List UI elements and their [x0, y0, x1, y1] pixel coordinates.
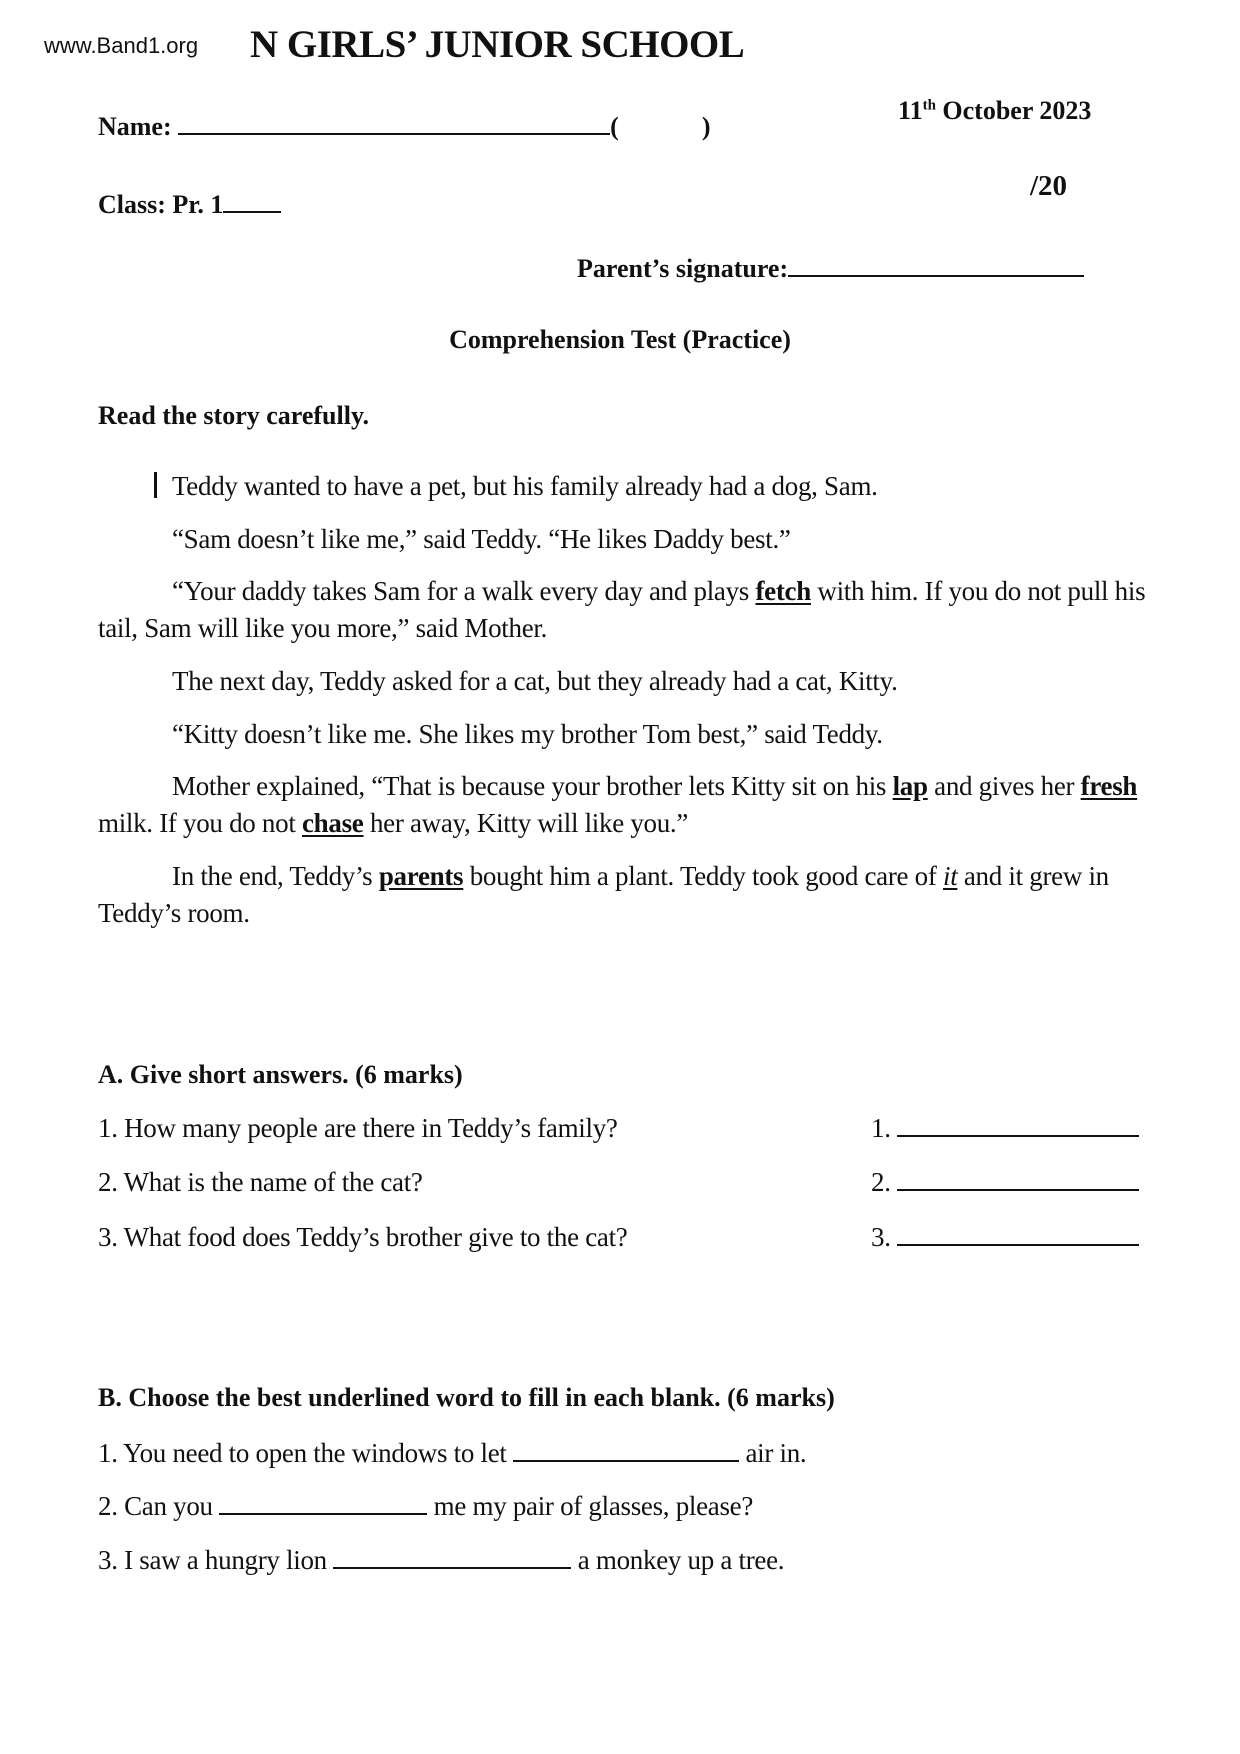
underlined-word-chase: chase — [302, 808, 364, 838]
text: 1. You need to open the windows to let — [98, 1438, 507, 1468]
paren-close: ) — [701, 112, 711, 141]
score-total: /20 — [1030, 170, 1068, 202]
answer-blank[interactable] — [897, 1188, 1139, 1191]
test-title: Comprehension Test (Practice) — [449, 325, 791, 354]
story-paragraph-7 — [98, 858, 1154, 932]
watermark: www.Band1.org — [40, 33, 202, 59]
question-b3 — [98, 1542, 784, 1579]
story-paragraph-2: “Sam doesn’t like me,” said Teddy. “He likes Daddy best.” — [172, 524, 791, 554]
school-name: N GIRLS’ JUNIOR SCHOOL — [250, 23, 745, 66]
answer-number: 1. — [871, 1113, 891, 1143]
instruction: Read the story carefully. — [98, 401, 370, 430]
name-field — [98, 112, 710, 142]
text: her away, Kitty will like you.” — [363, 808, 689, 838]
underlined-word-fresh: fresh — [1080, 771, 1138, 801]
story-paragraph-1: Teddy wanted to have a pet, but his family already had a dog, Sam. — [172, 471, 878, 501]
question-a1: 1. How many people are there in Teddy’s family? — [98, 1113, 618, 1143]
answer-a2 — [871, 1164, 1139, 1201]
text: milk. If you do not — [98, 808, 302, 838]
section-b-heading: B. Choose the best underlined word to fill in each blank. (6 marks) — [98, 1383, 835, 1412]
date-suffix: th — [922, 97, 936, 114]
text: air in. — [745, 1438, 807, 1468]
underlined-word-parents: parents — [378, 861, 464, 891]
date — [898, 96, 1091, 126]
answer-blank[interactable] — [333, 1566, 571, 1569]
text: and gives her — [927, 771, 1081, 801]
answer-number: 3. — [871, 1222, 891, 1252]
story-paragraph-5: “Kitty doesn’t like me. She likes my brother Tom best,” said Teddy. — [172, 719, 883, 749]
class-field — [98, 190, 281, 220]
text: In the end, Teddy’s — [172, 861, 379, 891]
signature-label: Parent’s signature: — [577, 254, 789, 283]
name-blank[interactable] — [178, 132, 610, 135]
answer-blank[interactable] — [219, 1512, 427, 1515]
name-label: Name: — [98, 112, 172, 141]
text: a monkey up a tree. — [577, 1545, 785, 1575]
text: 2. Can you — [98, 1491, 213, 1521]
answer-a3 — [871, 1219, 1139, 1256]
signature-blank[interactable] — [788, 274, 1084, 277]
story-paragraph-6 — [98, 768, 1154, 842]
question-b2 — [98, 1488, 753, 1525]
story-paragraph-4: The next day, Teddy asked for a cat, but they already had a cat, Kitty. — [172, 666, 898, 696]
answer-number: 2. — [871, 1167, 891, 1197]
question-b1 — [98, 1435, 806, 1472]
text: and it grew in Teddy’s room. — [98, 861, 1109, 928]
question-a2: 2. What is the name of the cat? — [98, 1167, 423, 1197]
answer-blank[interactable] — [513, 1459, 739, 1462]
text: me my pair of glasses, please? — [433, 1491, 754, 1521]
answer-blank[interactable] — [897, 1243, 1139, 1246]
class-blank[interactable] — [223, 210, 281, 213]
text: “Your daddy takes Sam for a walk every day and plays — [172, 576, 756, 606]
signature-field — [577, 254, 1084, 284]
answer-blank[interactable] — [897, 1134, 1139, 1137]
date-rest: October 2023 — [935, 96, 1092, 125]
story-paragraph-3 — [98, 573, 1154, 647]
section-a-heading: A. Give short answers. (6 marks) — [98, 1060, 463, 1089]
text: Mother explained, “That is because your brother lets Kitty sit on his — [172, 771, 893, 801]
answer-a1 — [871, 1110, 1139, 1147]
text: bought him a plant. Teddy took good care of — [463, 861, 944, 891]
paren-open: ( — [610, 112, 619, 141]
question-a3: 3. What food does Teddy’s brother give to the cat? — [98, 1222, 628, 1252]
class-label: Class: Pr. 1 — [98, 190, 224, 219]
date-day: 11 — [898, 96, 923, 125]
text: 3. I saw a hungry lion — [98, 1545, 327, 1575]
text: with him. If you do not pull his tail, Sam will like you more,” said Mother. — [98, 576, 1146, 643]
underlined-word-fetch: fetch — [755, 576, 811, 606]
underlined-word-it: it — [943, 861, 958, 891]
underlined-word-lap: lap — [892, 771, 928, 801]
